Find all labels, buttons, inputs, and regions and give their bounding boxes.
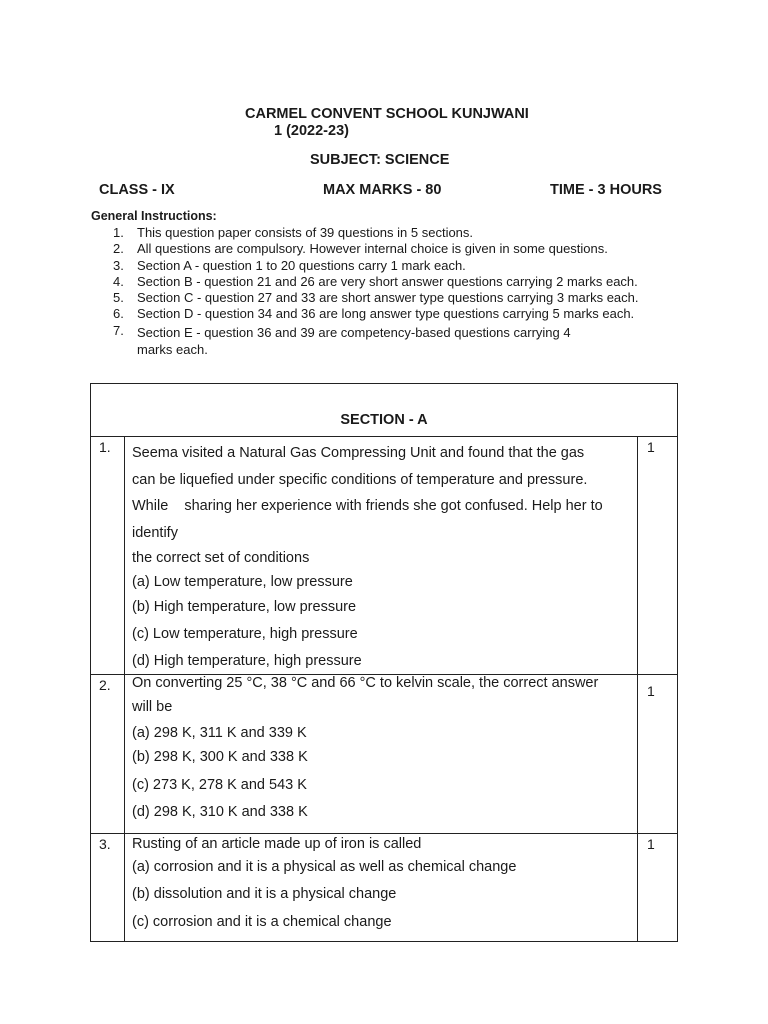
time-label: TIME - 3 HOURS xyxy=(550,182,662,198)
instruction-item xyxy=(113,290,639,306)
question-marks: 1 xyxy=(637,437,677,675)
question-table xyxy=(90,383,678,942)
question-row xyxy=(91,437,678,675)
instruction-text: Section E - question 36 and 39 are competency-based questions carrying 4 marks each. xyxy=(137,324,571,358)
question-number: 3. xyxy=(91,834,125,942)
question-number: 2. xyxy=(91,675,125,834)
instruction-text: Section C - question 27 and 33 are short answer type questions carrying 3 marks each. xyxy=(137,290,639,306)
instructions-title: General Instructions: xyxy=(91,209,217,223)
instruction-text: Section D - question 34 and 36 are long answer type questions carrying 5 marks each. xyxy=(137,306,635,322)
option-d: (d) High temperature, high pressure xyxy=(132,653,362,669)
instruction-number: 6. xyxy=(113,306,124,322)
section-header-row xyxy=(91,384,678,437)
option-b: (b) 298 K, 300 K and 338 K xyxy=(132,749,308,765)
option-b: (b) High temperature, low pressure xyxy=(132,599,357,615)
instruction-item xyxy=(113,323,617,359)
question-text-line: can be liquefied under specific conditions of temperature and pressure. xyxy=(132,471,588,488)
option-c: (c) 273 K, 278 K and 543 K xyxy=(132,777,307,793)
option-a: (a) Low temperature, low pressure xyxy=(132,574,353,590)
option-a: (a) 298 K, 311 K and 339 K xyxy=(132,725,307,741)
school-name: CARMEL CONVENT SCHOOL KUNJWANI xyxy=(245,106,529,122)
question-body xyxy=(125,437,638,675)
instruction-number: 7. xyxy=(113,322,124,338)
question-body xyxy=(125,834,638,942)
max-marks-label: MAX MARKS - 80 xyxy=(323,182,442,198)
instruction-number: 5. xyxy=(113,290,124,306)
instruction-number: 4. xyxy=(113,273,124,289)
question-text-line: Rusting of an article made up of iron is called xyxy=(132,836,422,852)
option-c: (c) Low temperature, high pressure xyxy=(132,626,358,642)
academic-year: 1 (2022-23) xyxy=(274,123,349,139)
instruction-text: Section B - question 21 and 26 are very short answer questions carrying 2 marks each. xyxy=(137,273,638,289)
instruction-item xyxy=(113,273,638,290)
question-marks: 1 xyxy=(637,675,677,834)
instructions-list xyxy=(113,225,639,359)
question-row xyxy=(91,675,678,834)
instruction-text: Section A - question 1 to 20 questions carry 1 mark each. xyxy=(137,257,466,273)
question-text-line: the correct set of conditions xyxy=(132,550,310,566)
instruction-number: 3. xyxy=(113,257,124,273)
instruction-item xyxy=(113,258,617,274)
option-c: (c) corrosion and it is a chemical change xyxy=(132,914,392,930)
option-b: (b) dissolution and it is a physical change xyxy=(132,886,397,902)
section-title-cell xyxy=(91,384,678,437)
option-a: (a) corrosion and it is a physical as well as chemical change xyxy=(132,859,517,875)
question-marks: 1 xyxy=(637,834,677,942)
section-title: SECTION - A xyxy=(340,412,428,428)
question-number: 1. xyxy=(91,437,125,675)
instruction-item xyxy=(113,225,617,241)
question-text-line: will be xyxy=(132,699,173,715)
instruction-text: All questions are compulsory. However internal choice is given in some questions. xyxy=(137,241,608,257)
instruction-item xyxy=(113,241,617,257)
class-label: CLASS - IX xyxy=(99,182,175,198)
question-text-line: While sharing her experience with friends she got confused. Help her to xyxy=(132,498,603,514)
instruction-number: 1. xyxy=(113,225,124,240)
question-text-line: On converting 25 °C, 38 °C and 66 °C to kelvin scale, the correct answer xyxy=(132,675,599,691)
question-body xyxy=(125,675,638,834)
instruction-item xyxy=(113,306,635,322)
instruction-text: This question paper consists of 39 questions in 5 sections. xyxy=(137,225,474,240)
question-text-line: Seema visited a Natural Gas Compressing Unit and found that the gas xyxy=(132,445,585,461)
instruction-number: 2. xyxy=(113,241,124,257)
subject-title: SUBJECT: SCIENCE xyxy=(310,152,450,168)
question-text-line: identify xyxy=(132,524,178,541)
question-row xyxy=(91,834,678,942)
option-d: (d) 298 K, 310 K and 338 K xyxy=(132,804,308,820)
